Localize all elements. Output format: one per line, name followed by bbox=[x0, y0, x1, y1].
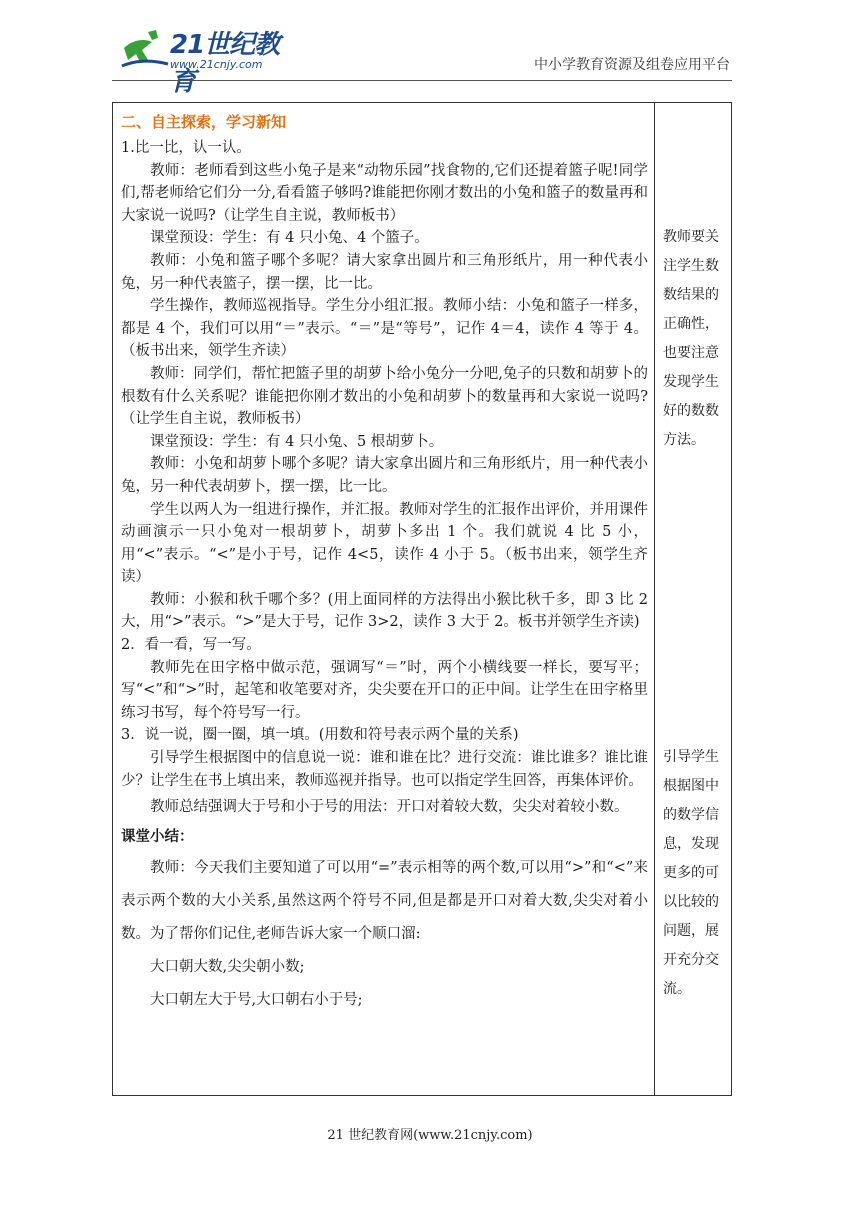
paragraph: 教师：老师看到这些小兔子是来“动物乐园”找食物的,它们还提着篮子呢!同学们,帮老师给它们分一分,看看篮子够吗?谁能把你刚才数出的小兔和篮子的数量再和大家说一说吗?（让学生自主说，教师板书） bbox=[121, 162, 648, 224]
paragraph: 教师：小猴和秋千哪个多？(用上面同样的方法得出小猴比秋千多，即 3 比 2 大，用“>”表示。“>”是大于号，记作 3>2，读作 3 大于 2。板书并领学生齐读) bbox=[121, 591, 648, 631]
paragraph: 1.比一比，认一认。 bbox=[121, 140, 251, 156]
lesson-table bbox=[112, 102, 732, 1096]
paragraph: 学生以两人为一组进行操作，并汇报。教师对学生的汇报作出评价，并用课件动画演示一只小兔对一根胡萝卜，胡萝卜多出 1 个。我们就说 4 比 5 小，用“<”表示。“<”是小于号，记作 4<5，读作 4 小于 5。（板书出来，领学生齐读） bbox=[121, 501, 648, 586]
paragraph: 教师总结强调大于号和小于号的用法：开口对着较大数，尖尖对着较小数。 bbox=[150, 799, 629, 816]
paragraph: 2．看一看，写一写。 bbox=[121, 637, 261, 654]
paragraph: 引导学生根据图中的信息说一说：谁和谁在比？进行交流：谁比谁多？谁比谁少？让学生在书上填出来，教师巡视并指导。也可以指定学生回答，再集体评价。 bbox=[121, 750, 648, 789]
paragraph: 课堂预设：学生：有 4 只小兔、4 个篮子。 bbox=[150, 230, 429, 247]
page-footer: 21 世纪教育网(www.21cnjy.com) bbox=[327, 1128, 533, 1143]
paragraph: 教师：同学们，帮忙把篮子里的胡萝卜给小兔分一分吧,兔子的只数和胡萝卜的根数有什么关系呢？谁能把你刚才数出的小兔和胡萝卜的数量再和大家说一说吗?（让学生自主说，教师板书） bbox=[121, 365, 648, 428]
paragraph: 3．说一说，圈一圈，填一填。(用数和符号表示两个量的关系) bbox=[121, 727, 519, 744]
paragraph: 学生操作，教师巡视指导。学生分小组汇报。教师小结：小兔和篮子一样多，都是 4 个，我们可以用“＝”表示。“＝”是“等号”，记作 4＝4，读作 4 等于 4。（板书出来，领学生齐读） bbox=[121, 298, 648, 360]
summary-paragraph: 教师：今天我们主要知道了可以用“=”表示相等的两个数,可以用“>”和“<”来表示两个数的大小关系,虽然这两个符号不同,但是都是开口对着大数,尖尖对着小数。为了帮你们记住,老师告诉大家一个顺口溜: bbox=[121, 860, 648, 943]
summary-paragraph: 大口朝大数,尖尖朝小数; bbox=[150, 959, 305, 976]
logo-url-text: www.21cnjy.com bbox=[170, 58, 263, 71]
paragraph: 教师先在田字格中做示范，强调写“＝”时，两个小横线要一样长，要写平；写“<”和“>”时，起笔和收笔要对齐，尖尖要在开口的正中间。让学生在田字格里练习书写，每个符号写一行。 bbox=[121, 659, 648, 721]
paragraph: 教师：小兔和篮子哪个多呢？请大家拿出圆片和三角形纸片，用一种代表小兔，另一种代表篮子，摆一摆，比一比。 bbox=[121, 252, 648, 292]
running-figure-logo-icon bbox=[118, 26, 170, 74]
teaching-notes-cell bbox=[655, 103, 731, 1095]
section-title: 二、自主探索，学习新知 bbox=[121, 113, 287, 131]
header-divider bbox=[112, 80, 732, 81]
page-header bbox=[0, 0, 860, 97]
paragraph: 课堂预设：学生：有 4 只小兔、5 根胡萝卜。 bbox=[150, 433, 444, 450]
lesson-content-cell bbox=[113, 103, 655, 1095]
summary-title: 课堂小结： bbox=[121, 829, 194, 846]
site-logo[interactable] bbox=[118, 22, 298, 97]
summary-paragraph: 大口朝左大于号,大口朝右小于号; bbox=[150, 992, 363, 1009]
side-note: 教师要关注学生数数结果的正确性，也要注意发现学生好的数数方法。 bbox=[663, 229, 719, 448]
paragraph: 教师：小兔和胡萝卜哪个多呢？请大家拿出圆片和三角形纸片，用一种代表小兔，另一种代表胡萝卜，摆一摆，比一比。 bbox=[121, 456, 648, 495]
side-note: 引导学生根据图中的数学信息，发现更多的可以比较的问题，展开充分交流。 bbox=[663, 749, 719, 997]
platform-label: 中小学教育资源及组卷应用平台 bbox=[534, 57, 730, 73]
logo-brand-text: 21世纪教育 bbox=[170, 30, 280, 97]
